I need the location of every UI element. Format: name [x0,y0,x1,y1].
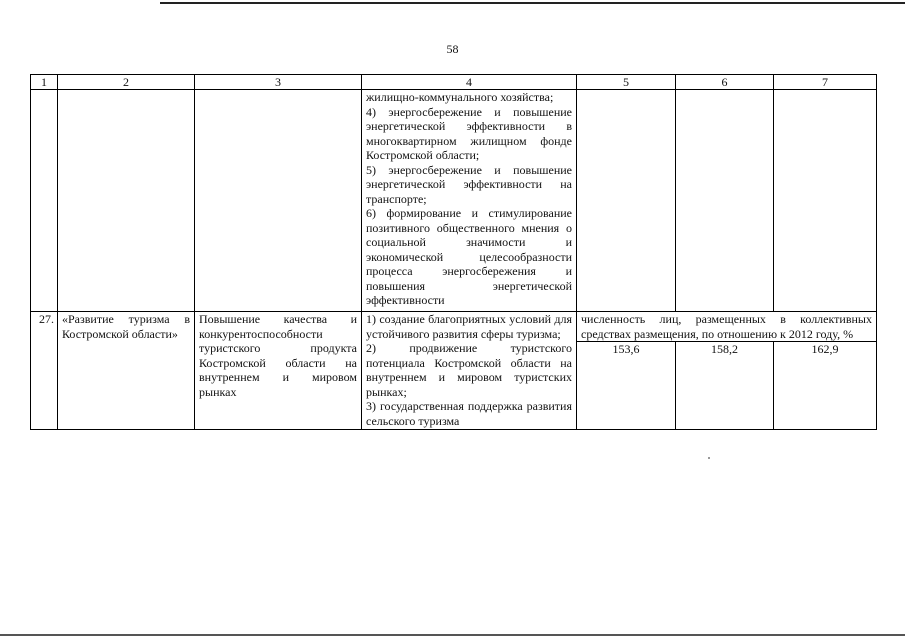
column-numbers-row [31,75,877,90]
program-name: «Развитие туризма в Костромской области» [58,312,195,430]
top-scan-line [160,2,905,4]
table-row-27-top [31,312,877,342]
scan-speck [708,457,710,459]
indicator-value-6: 158,2 [676,342,774,430]
indicator-name: численность лиц, размещенных в коллективных средствах размещения, по отношению к 2012 году, % [577,312,877,342]
row-number: 27. [31,312,58,430]
continuation-cell-6 [676,90,774,312]
continuation-cell-2 [58,90,195,312]
program-table [30,74,877,430]
indicator-value-5: 153,6 [577,342,676,430]
header-cell-2: 2 [58,75,195,90]
indicator-value-7: 162,9 [774,342,877,430]
program-goal: Повышение качества и конкурентоспособности туристского продукта Костромской области на внутреннем и мировом рынках [195,312,362,430]
page-number: 58 [446,42,459,56]
continuation-cell-5 [577,90,676,312]
continuation-cell-1 [31,90,58,312]
program-tasks [362,312,577,430]
task-2: 2) продвижение туристского потенциала Костромской области на внутреннем и мировом туристских рынках; [366,341,572,399]
header-cell-3: 3 [195,75,362,90]
header-cell-1: 1 [31,75,58,90]
bottom-scan-line [0,634,905,636]
header-cell-6: 6 [676,75,774,90]
header-cell-7: 7 [774,75,877,90]
header-cell-4: 4 [362,75,577,90]
continuation-row [31,90,877,312]
continuation-cell-7 [774,90,877,312]
task-3: 3) государственная поддержка развития сельского туризма [366,399,572,428]
continuation-cell-3 [195,90,362,312]
continuation-tasks-cell: жилищно-коммунального хозяйства; 4) энергосбережение и повышение энергетической эффективности в многоквартирном жилищном фонде Костромской области; 5) энергосбережение и повышение энергетической эффективности на транспорте; 6) формирование и стимулирование позитивного общественного мнения о социальной значимости и экономической целесообразности процесса энергосбережения и повышения энергетической эффективности [362,90,577,312]
header-cell-5: 5 [577,75,676,90]
task-1: 1) создание благоприятных условий для устойчивого развития сферы туризма; [366,312,572,341]
